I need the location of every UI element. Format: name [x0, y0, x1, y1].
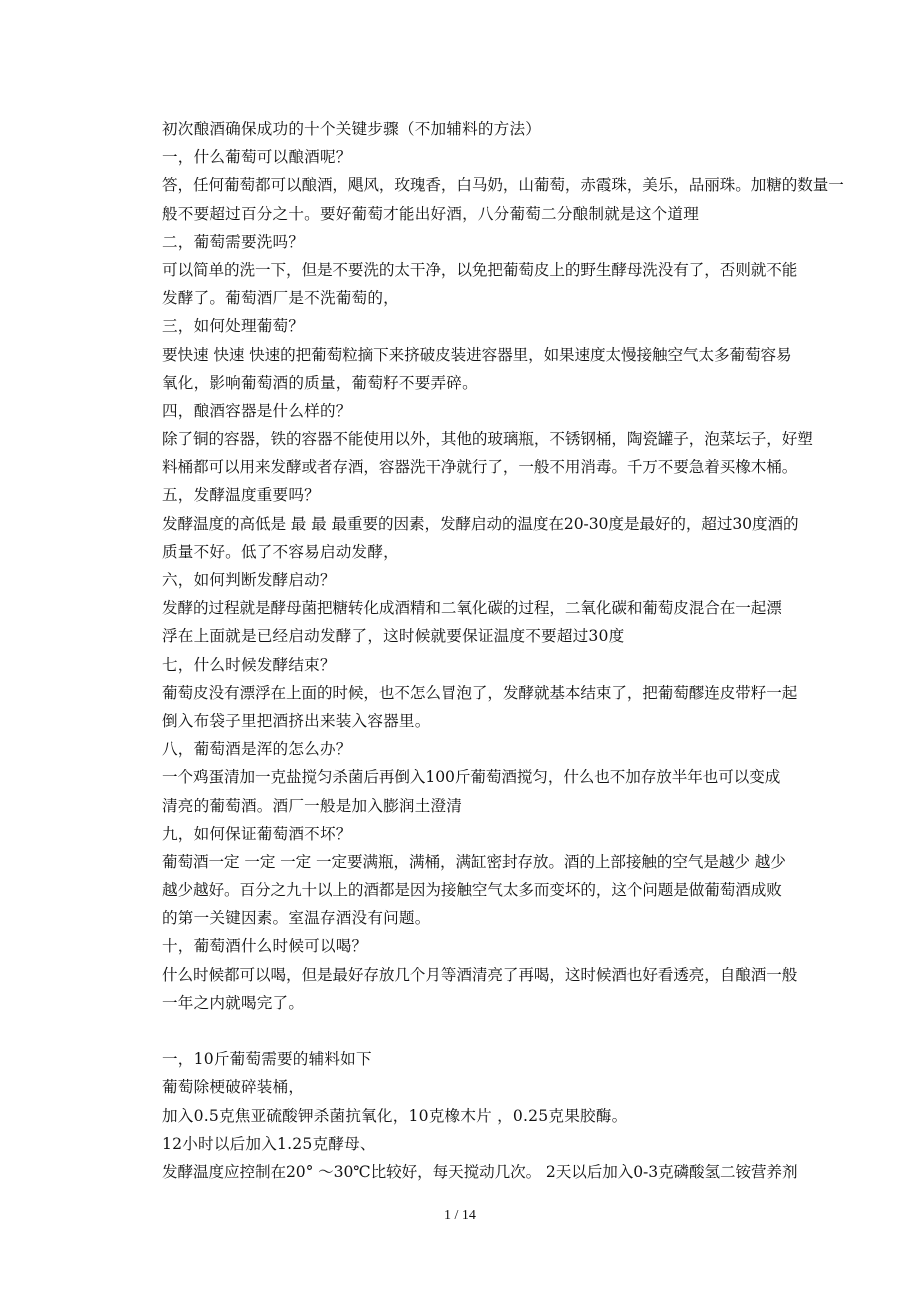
answer-line: 氧化，影响葡萄酒的质量，葡萄籽不要弄碎。 — [162, 373, 478, 392]
step-line: 12小时以后加入1.25克酵母、 — [162, 1134, 376, 1153]
answer-line: 清亮的葡萄酒。酒厂一般是加入膨润土澄清 — [162, 796, 463, 815]
question-heading: 九，如何保证葡萄酒不坏？ — [162, 824, 352, 843]
question-heading: 七，什么时候发酵结束？ — [162, 655, 336, 674]
answer-line: 越少越好。百分之九十以上的酒都是因为接触空气太多而变坏的，这个问题是做葡萄酒成败 — [162, 881, 782, 900]
section-heading: 一，10斤葡萄需要的辅料如下 — [162, 1050, 372, 1069]
step-line: 发酵温度应控制在20° ～30℃比较好，每天搅动几次。 2天以后加入0-3克磷酸氢二铵营养剂 — [162, 1162, 798, 1181]
step-line: 葡萄除梗破碎装桶， — [162, 1078, 305, 1097]
answer-line: 一年之内就喝完了。 — [162, 993, 305, 1012]
answer-line: 葡萄皮没有漂浮在上面的时候，也不怎么冒泡了，发酵就基本结束了，把葡萄醪连皮带籽一起 — [162, 683, 798, 702]
answer-line: 质量不好。低了不容易启动发酵， — [162, 542, 399, 561]
answer-line: 可以简单的洗一下，但是不要洗的太干净，以免把葡萄皮上的野生酵母洗没有了，否则就不能 — [162, 260, 798, 279]
page-number: 1 / 14 — [444, 1208, 476, 1223]
step-line: 加入0.5克焦亚硫酸钾杀菌抗氧化，10克橡木片 ，0.25克果胶酶。 — [162, 1106, 628, 1125]
answer-line: 除了铜的容器，铁的容器不能使用以外，其他的玻璃瓶，不锈钢桶，陶瓷罐子，泡菜坛子，好塑 — [162, 430, 813, 449]
question-heading: 一，什么葡萄可以酿酒呢？ — [162, 148, 352, 167]
answer-line: 的第一关键因素。室温存酒没有问题。 — [162, 909, 431, 928]
answer-line: 发酵的过程就是酵母菌把糖转化成酒精和二氧化碳的过程，二氧化碳和葡萄皮混合在一起漂 — [162, 599, 782, 618]
answer-line: 一个鸡蛋清加一克盐搅匀杀菌后再倒入100斤葡萄酒搅匀，什么也不加存放半年也可以变成 — [162, 768, 781, 787]
answer-line: 般不要超过百分之十。要好葡萄才能出好酒，八分葡萄二分酿制就是这个道理 — [162, 204, 699, 223]
question-heading: 二，葡萄需要洗吗？ — [162, 232, 305, 251]
answer-line: 料桶都可以用来发酵或者存酒，容器洗干净就行了，一般不用消毒。千万不要急着买橡木桶。 — [162, 458, 798, 477]
answer-line: 葡萄酒一定 一定 一定 一定要满瓶，满桶，满缸密封存放。酒的上部接触的空气是越少 越少 — [162, 852, 786, 871]
document-title: 初次酿酒确保成功的十个关键步骤（不加辅料的方法） — [162, 120, 542, 138]
question-heading: 十，葡萄酒什么时候可以喝？ — [162, 937, 368, 956]
answer-line: 发酵温度的高低是 最 最 最重要的因素，发酵启动的温度在20-30度是最好的，超过30度酒的 — [162, 514, 799, 533]
answer-line: 发酵了。葡萄酒厂是不洗葡萄的， — [162, 289, 399, 308]
document-body — [162, 118, 844, 1189]
answer-line: 浮在上面就是已经启动发酵了，这时候就要保证温度不要超过30度 — [162, 627, 625, 646]
answer-line: 要快速 快速 快速的把葡萄粒摘下来挤破皮装进容器里，如果速度太慢接触空气太多葡萄容易 — [162, 345, 792, 364]
blank-line — [162, 1020, 812, 1043]
answer-line: 倒入布袋子里把酒挤出来装入容器里。 — [162, 711, 431, 730]
question-heading: 四，酿酒容器是什么样的？ — [162, 401, 352, 420]
question-heading: 六，如何判断发酵启动？ — [162, 571, 336, 589]
question-heading: 八，葡萄酒是浑的怎么办？ — [162, 740, 352, 759]
answer-line: 什么时候都可以喝，但是最好存放几个月等酒清亮了再喝，这时候酒也好看透亮，自酿酒一般 — [162, 965, 798, 984]
answer-line: 答，任何葡萄都可以酿酒，飓风，玫瑰香，白马奶，山葡萄，赤霞珠，美乐，品丽珠。加糖的数量一 — [162, 176, 844, 195]
question-heading: 三，如何处理葡萄？ — [162, 317, 305, 336]
question-heading: 五，发酵温度重要吗？ — [162, 486, 320, 505]
